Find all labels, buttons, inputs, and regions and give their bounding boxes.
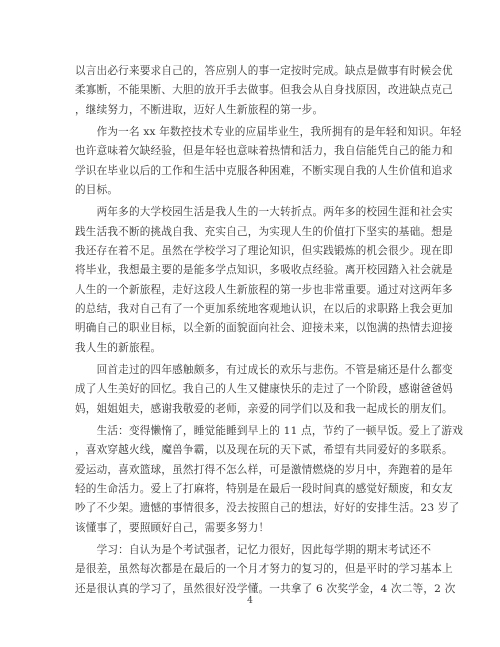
text-line: 柔寡断，不能果断、大胆的放开手去做事。但我会从自身找原因，改进缺点克己 bbox=[75, 84, 453, 97]
body-text bbox=[75, 62, 463, 602]
text-line: 生活：变得懒惰了，睡觉能睡到早上的 11 点，节约了一顿早饭。爱上了游戏 bbox=[75, 425, 463, 438]
text-line: 是很差，虽然每次都是在最后的一个月才努力的复习的，但是平时的学习基本上 bbox=[75, 563, 453, 576]
paragraph bbox=[75, 541, 456, 599]
text-line: 的目标。 bbox=[75, 183, 119, 196]
text-line: 以言出必行来要求自己的，答应别人的事一定按时完成。缺点是做事有时候会优 bbox=[75, 65, 453, 77]
text-line: 两年多的大学校园生活是我人生的一大转折点。两年多的校园生涯和社会实 bbox=[75, 206, 453, 219]
text-line: 我人生的新旅程。 bbox=[75, 341, 162, 354]
paragraph bbox=[75, 62, 453, 120]
text-line: 明确自己的职业目标，以全新的面貌面向社会、迎接未来，以饱满的热情去迎接 bbox=[75, 322, 453, 335]
paragraph bbox=[75, 123, 462, 200]
text-line: 爱运动，喜欢篮球，虽然打得不怎么样，可是激情燃烧的岁月中，奔跑着的是年 bbox=[75, 463, 453, 476]
text-line: 学习：自认为是个考试强者，记忆力很好，因此每学期的期末考试还不 bbox=[75, 544, 432, 557]
text-line: 作为一名 xx 年数控技术专业的应届毕业生，我所拥有的是年轻和知识。年轻 bbox=[75, 126, 462, 139]
paragraph bbox=[75, 361, 453, 419]
text-line: 回首走过的四年感触颇多，有过成长的欢乐与悲伤。不管是痛还是什么都变 bbox=[75, 364, 453, 377]
text-line: ，继续努力，不断进取，迈好人生新旅程的第一步。 bbox=[75, 103, 324, 116]
paragraph bbox=[75, 422, 463, 538]
text-line: 轻的生命活力。爱上了打麻将，特别是在最后一段时间真的感觉好颓废，和女友 bbox=[75, 482, 453, 495]
text-line: 将毕业，我想最主要的是能多学点知识，多吸收点经验。离开校园踏入社会就是 bbox=[75, 264, 453, 277]
text-line: 我还存在着不足。虽然在学校学习了理论知识，但实践锻炼的机会很少。现在即 bbox=[75, 245, 453, 258]
paragraph bbox=[75, 203, 453, 357]
text-line: 成了人生美好的回忆。我自己的人生又健康快乐的走过了一个阶段，感谢爸爸妈 bbox=[75, 383, 453, 396]
text-line: 妈，姐姐姐夫，感谢我敬爱的老师，亲爱的同学们以及和我一起成长的朋友们。 bbox=[75, 402, 453, 415]
text-line: 吵了不少架。遗憾的事情很多，没去按照自己的想法，好好的安排生活。23 岁了 bbox=[75, 502, 460, 515]
text-line: 还是很认真的学习了，虽然很好没学懂。一共拿了 6 次奖学金，4 次二等，2 次 bbox=[75, 582, 456, 595]
text-line: 该懂事了，要照顾好自己，需要多努力！ bbox=[75, 521, 270, 534]
text-line: 人生的一个新旅程，走好这段人生新旅程的第一步也非常重要。通过对这两年多 bbox=[75, 283, 453, 296]
page-number: 4 bbox=[247, 596, 253, 606]
text-line: 的总结，我对自己有了一个更加系统地客观地认识，在以后的求职路上我会更加 bbox=[75, 302, 453, 315]
text-line: 践生活我不断的挑战自我、充实自己，为实现人生的价值打下坚实的基础。想是 bbox=[75, 225, 453, 238]
text-line: ，喜欢穿越火线，魔兽争霸，以及现在玩的天下贰，希望有共同爱好的多联系。 bbox=[75, 444, 453, 457]
text-line: 也许意味着欠缺经验，但是年轻也意味着热情和活力，我自信能凭自己的能力和 bbox=[75, 145, 453, 158]
text-line: 学识在毕业以后的工作和生活中克服各种困难，不断实现自我的人生价值和追求 bbox=[75, 164, 453, 177]
